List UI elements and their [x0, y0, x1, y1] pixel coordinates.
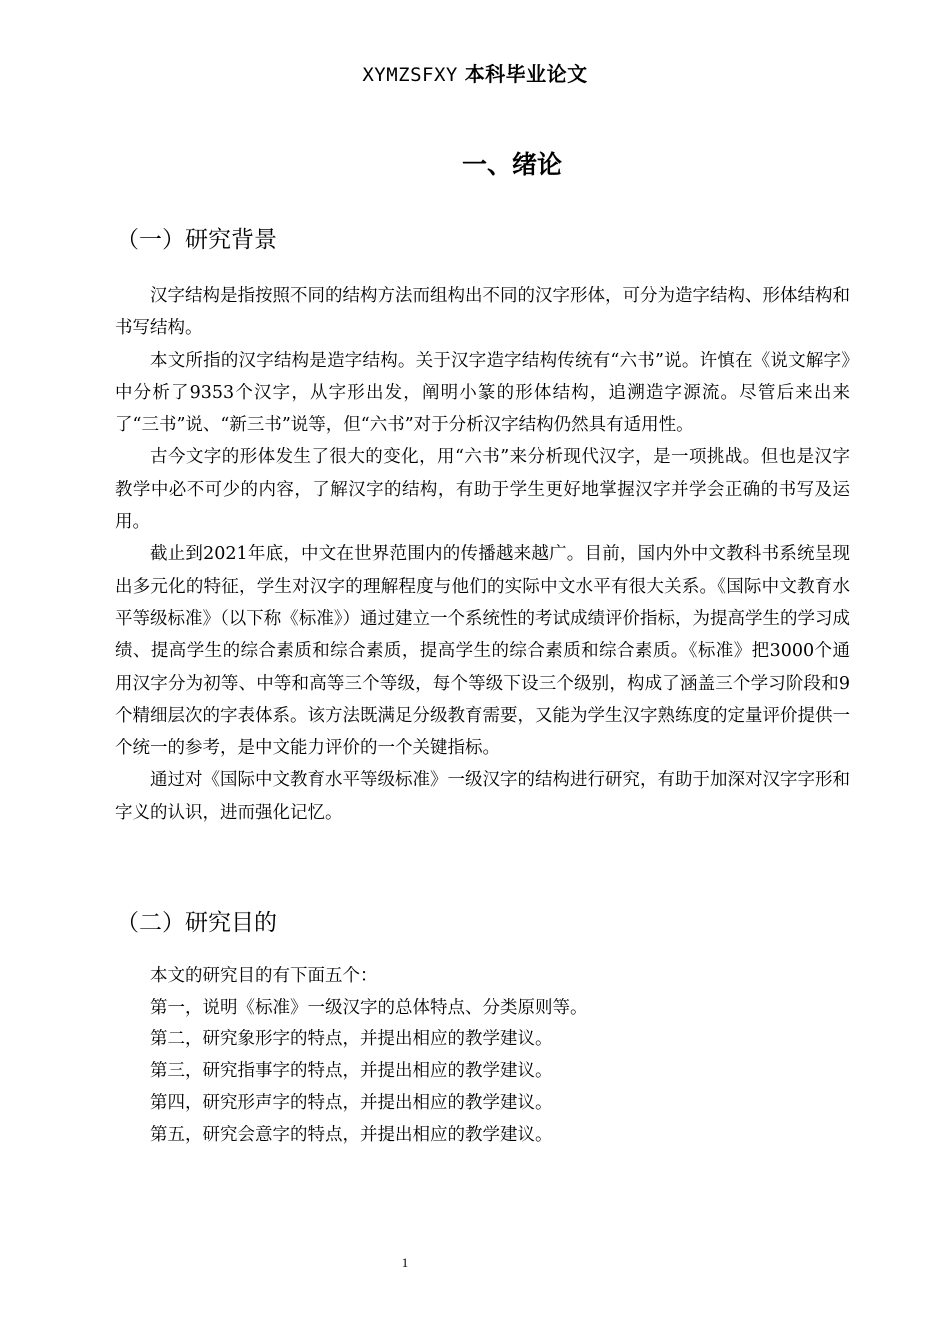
page-header [0, 60, 950, 89]
header-cjk-text: 本科毕业论文 [464, 62, 588, 86]
paragraph: 汉字结构是指按照不同的结构方法而组构出不同的汉字形体，可分为造字结构、形体结构和书写结构。 [115, 286, 850, 339]
paragraph: 通过对《国际中文教育水平等级标准》一级汉字的结构进行研究，有助于加深对汉字字形和字义的认识，进而强化记忆。 [115, 770, 850, 823]
paragraph: 古今文字的形体发生了很大的变化，用“六书”来分析现代汉字，是一项挑战。但也是汉字教学中必不可少的内容，了解汉字的结构，有助于学生更好地掌握汉字并学会正确的书写及运用。 [115, 447, 850, 533]
paragraph: 本文所指的汉字结构是造字结构。关于汉字造字结构传统有“六书”说。许慎在《说文解字》中分析了9353个汉字，从字形出发，阐明小篆的形体结构，追溯造字源流。尽管后来出来了“三书”说、“新三书”说等，但“六书”对于分析汉字结构仍然具有适用性。 [115, 350, 850, 436]
section-title-background: （一）研究背景 [116, 227, 277, 253]
section-title-purpose: （二）研究目的 [116, 910, 277, 936]
background-paragraphs [115, 280, 850, 829]
page-number: 1 [401, 1255, 409, 1270]
list-item: 第五，研究会意字的特点，并提出相应的教学建议。 [150, 1124, 553, 1145]
list-item: 第一，说明《标准》一级汉字的总体特点、分类原则等。 [150, 997, 588, 1018]
header-latin-text: XYMZSFXY [362, 64, 458, 86]
paragraph: 截止到2021年底，中文在世界范围内的传播越来越广。目前，国内外中文教科书系统呈现出多元化的特征，学生对汉字的理解程度与他们的实际中文水平有很大关系。《国际中文教育水平等级标准》（以下称《标准》）通过建立一个系统性的考试成绩评价指标，为提高学生的学习成绩、提高学生的综合素质和综合素质，提高学生的综合素质和综合素质。《标准》把3000个通用汉字分为初等、中等和高等三个等级，每个等级下设三个级别，构成了涵盖三个学习阶段和9个精细层次的字表体系。该方法既满足分级教育需要，又能为学生汉字熟练度的定量评价提供一个统一的参考，是中文能力评价的一个关键指标。 [115, 544, 850, 759]
list-item: 本文的研究目的有下面五个： [150, 966, 378, 986]
list-item: 第四，研究形声字的特点，并提出相应的教学建议。 [150, 1092, 553, 1113]
list-item: 第三，研究指事字的特点，并提出相应的教学建议。 [150, 1061, 553, 1082]
chapter-title: 一、绪论 [461, 150, 562, 179]
list-item: 第二，研究象形字的特点，并提出相应的教学建议。 [150, 1029, 553, 1050]
purpose-list [115, 961, 850, 1151]
